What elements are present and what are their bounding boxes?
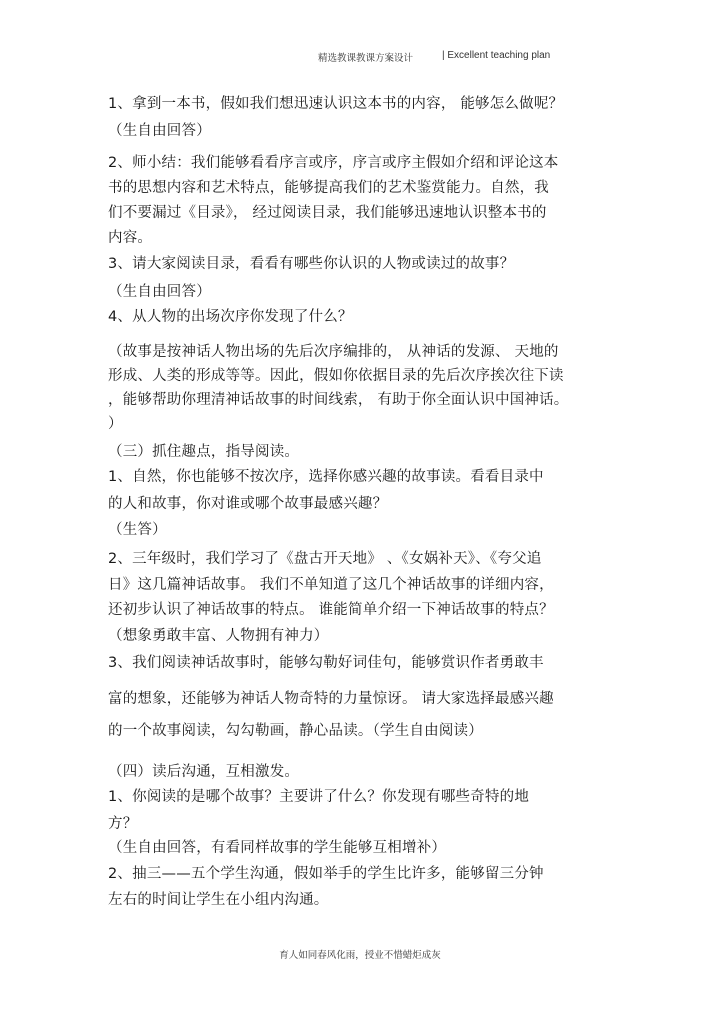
- text-line: （想象勇敢丰富、人物拥有神力）: [108, 628, 329, 644]
- text-line: 2、三年级时，我们学习了《盘古开天地》 、《女娲补天》、《夸父追: [108, 551, 542, 567]
- text-line: 书的思想内容和艺术特点，能够提高我们的艺术鉴赏能力。自然，我: [108, 180, 549, 196]
- text-line: ，能够帮助你理清神话故事的时间线索， 有助于你全面认识中国神话。: [108, 392, 569, 408]
- text-line: 内容。: [108, 230, 153, 246]
- text-line: ）: [108, 416, 123, 432]
- text-line: 左右的时间让学生在小组内沟通。: [108, 892, 329, 908]
- text-line: （三）抓住趣点，指导阅读。: [108, 444, 300, 460]
- header-subtitle: | Excellent teaching plan: [442, 50, 551, 61]
- header-title: 精选教课教课方案设计: [318, 53, 414, 64]
- page-header: [0, 50, 720, 66]
- text-line: 1、你阅读的是哪个故事？主要讲了什么？你发现有哪些奇特的地: [108, 789, 530, 805]
- text-line: 方？: [108, 816, 138, 832]
- text-line: 形成、人类的形成等等。因此，假如你依据目录的先后次序挨次往下读: [108, 368, 564, 384]
- text-line: 们不要漏过《目录》， 经过阅读目录，我们能够迅速地认识整本书的: [108, 205, 547, 221]
- text-line: 2、抽三——五个学生沟通，假如举手的学生比许多，能够留三分钟: [108, 866, 544, 882]
- text-line: 4、从人物的出场次序你发现了什么？: [108, 309, 353, 325]
- text-line: （生自由回答）: [108, 284, 211, 300]
- text-line: 的一个故事阅读，勾勾勒画，静心品读。（学生自由阅读）: [108, 723, 483, 739]
- text-line: 还初步认识了神话故事的特点。 谁能简单介绍一下神话故事的特点？: [108, 602, 554, 618]
- text-line: 1、自然，你也能够不按次序，选择你感兴趣的故事读。看看目录中: [108, 469, 544, 485]
- text-line: 富的想象，还能够为神话人物奇特的力量惊讶。 请大家选择最感兴趣: [108, 691, 554, 707]
- text-line: （四）读后沟通，互相激发。: [108, 764, 300, 780]
- text-line: （生答）: [108, 522, 167, 538]
- text-line: 1、拿到一本书，假如我们想迅速认识这本书的内容， 能够怎么做呢？: [108, 96, 564, 112]
- text-line: 2、师小结：我们能够看看序言或序，序言或序主假如介绍和评论这本: [108, 155, 559, 171]
- text-line: 3、我们阅读神话故事时，能够勾勒好词佳句，能够赏识作者勇敢丰: [108, 655, 544, 671]
- text-line: 3、请大家阅读目录，看看有哪些你认识的人物或读过的故事？: [108, 256, 515, 272]
- text-line: （故事是按神话人物出场的先后次序编排的， 从神话的发源、 天地的: [108, 344, 559, 360]
- text-line: （生自由回答）: [108, 123, 211, 139]
- text-line: （生自由回答，有看同样故事的学生能够互相增补）: [108, 840, 447, 856]
- text-line: 的人和故事，你对谁或哪个故事最感兴趣？: [108, 496, 388, 512]
- page-footer: 育人如同春风化雨，授业不惜蜡炬成灰: [279, 950, 441, 961]
- text-line: 日》这几篇神话故事。 我们不单知道了这几个神话故事的详细内容，: [108, 577, 554, 593]
